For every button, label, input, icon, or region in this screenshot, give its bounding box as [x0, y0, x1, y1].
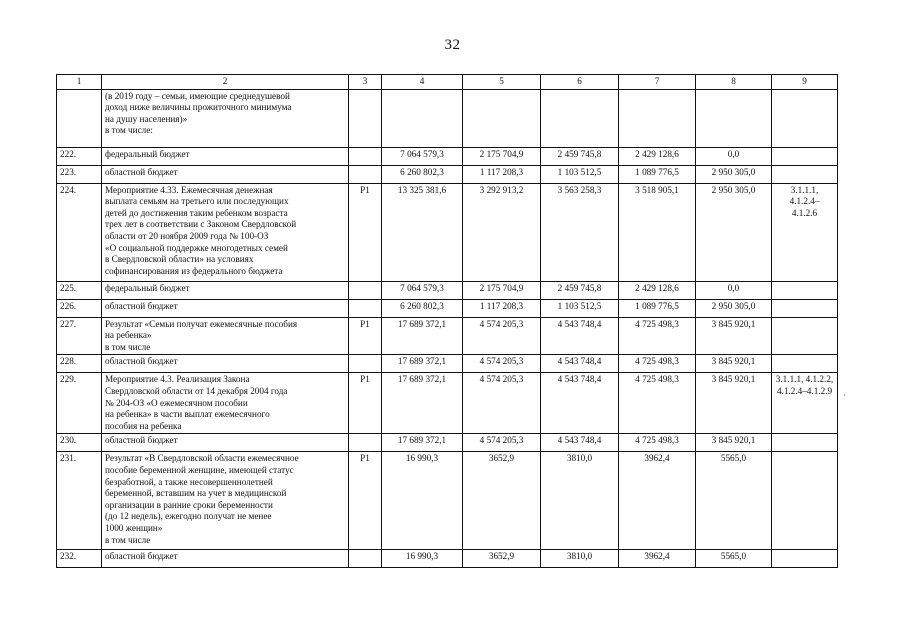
value-col-5: 4 574 205,3 — [463, 355, 541, 373]
row-name — [102, 550, 349, 568]
table-row — [57, 183, 838, 281]
row-reference-line: 4.1.2.6 — [791, 207, 818, 218]
value-col-8 — [696, 89, 772, 147]
value-col-5: 2 175 704,9 — [463, 147, 541, 165]
row-name — [102, 452, 349, 550]
value-col-4: 13 325 381,6 — [382, 183, 463, 281]
value-col-5: 2 175 704,9 — [463, 281, 541, 299]
row-name-line: (до 12 недель), ежегодно получат не менее — [105, 511, 272, 522]
value-col-7: 2 429 128,6 — [619, 281, 696, 299]
header-cell: 6 — [541, 75, 619, 90]
value-col-4: 6 260 802,3 — [382, 299, 463, 317]
value-col-6 — [541, 89, 619, 147]
row-code — [349, 299, 382, 317]
page-number: 32 — [444, 37, 461, 53]
value-col-5: 3652,9 — [463, 452, 541, 550]
value-col-7: 3962,4 — [619, 452, 696, 550]
row-name-line: пособие беременной женщине, имеющей статус — [105, 464, 294, 475]
row-name — [102, 183, 349, 281]
table-row — [57, 373, 838, 434]
row-name-line: областной бюджет — [105, 166, 178, 177]
row-reference — [772, 281, 838, 299]
value-col-4: 17 689 372,1 — [382, 434, 463, 452]
row-name-line: выплата семьям на третьего или последующих — [105, 196, 289, 207]
row-name-line: на ребенка» в части выплат ежемесячного — [105, 409, 270, 420]
header-cell: 3 — [349, 75, 382, 90]
row-number: 232. — [57, 550, 102, 568]
value-col-8: 2 950 305,0 — [696, 299, 772, 317]
row-name-line: Свердловской области от 14 декабря 2004 года — [105, 385, 288, 396]
header-cell: 7 — [619, 75, 696, 90]
row-code — [349, 355, 382, 373]
value-col-4: 7 064 579,3 — [382, 281, 463, 299]
row-reference — [772, 147, 838, 165]
row-name-line: на ребенка» — [105, 330, 152, 341]
value-col-8: 2 950 305,0 — [696, 165, 772, 183]
row-name-line: 1000 женщин» — [105, 522, 163, 533]
row-name — [102, 355, 349, 373]
row-code: Р1 — [349, 183, 382, 281]
row-name-line: софинансирования из федерального бюджета — [105, 265, 283, 276]
table-row — [57, 165, 838, 183]
row-name-line: Мероприятие 4.3. Реализация Закона — [105, 374, 250, 385]
value-col-8: 5565,0 — [696, 550, 772, 568]
row-reference — [772, 373, 838, 434]
row-name-line: доход ниже величины прожиточного минимума — [105, 102, 292, 113]
row-reference — [772, 299, 838, 317]
value-col-4: 17 689 372,1 — [382, 373, 463, 434]
header-cell: 5 — [463, 75, 541, 90]
table-row — [57, 147, 838, 165]
budget-table — [56, 74, 838, 568]
row-name-line: на душу населения)» — [105, 113, 188, 124]
header-cell: 4 — [382, 75, 463, 90]
value-col-6: 1 103 512,5 — [541, 165, 619, 183]
row-name-line: в том числе: — [105, 125, 153, 136]
value-col-6: 3810,0 — [541, 550, 619, 568]
value-col-4: 17 689 372,1 — [382, 355, 463, 373]
value-col-5: 1 117 208,3 — [463, 165, 541, 183]
row-code — [349, 165, 382, 183]
value-col-7: 1 089 776,5 — [619, 165, 696, 183]
value-col-5: 3 292 913,2 — [463, 183, 541, 281]
row-number: 224. — [57, 183, 102, 281]
header-cell: 2 — [102, 75, 349, 90]
row-reference — [772, 89, 838, 147]
value-col-4: 6 260 802,3 — [382, 165, 463, 183]
value-col-6: 2 459 745,8 — [541, 281, 619, 299]
table-row — [57, 452, 838, 550]
row-name — [102, 317, 349, 355]
row-name — [102, 434, 349, 452]
row-code — [349, 434, 382, 452]
row-number: 222. — [57, 147, 102, 165]
value-col-7 — [619, 89, 696, 147]
row-reference-line: 3.1.1.1, 4.1.2.4– — [789, 184, 820, 207]
row-name-line: безработной, а также несовершеннолетней — [105, 476, 273, 487]
value-col-6: 3810,0 — [541, 452, 619, 550]
value-col-4: 17 689 372,1 — [382, 317, 463, 355]
header-cell: 9 — [772, 75, 838, 90]
value-col-5: 4 574 205,3 — [463, 317, 541, 355]
value-col-7: 2 429 128,6 — [619, 147, 696, 165]
value-col-8: 3 845 920,1 — [696, 317, 772, 355]
row-name — [102, 281, 349, 299]
value-col-8: 3 845 920,1 — [696, 373, 772, 434]
row-name-line: в том числе — [105, 534, 151, 545]
row-name-line: беременной, вставшим на учет в медицинской — [105, 488, 287, 499]
value-col-7: 4 725 498,3 — [619, 317, 696, 355]
value-col-6: 4 543 748,4 — [541, 317, 619, 355]
row-reference — [772, 434, 838, 452]
table-row — [57, 434, 838, 452]
row-name-line: организации в ранние сроки беременности — [105, 499, 273, 510]
value-col-7: 3962,4 — [619, 550, 696, 568]
row-name — [102, 373, 349, 434]
value-col-6: 3 563 258,3 — [541, 183, 619, 281]
value-col-7: 4 725 498,3 — [619, 434, 696, 452]
value-col-5 — [463, 89, 541, 147]
row-reference — [772, 165, 838, 183]
row-name-line: федеральный бюджет — [105, 282, 190, 293]
header-cell: 8 — [696, 75, 772, 90]
row-reference — [772, 183, 838, 281]
value-col-5: 4 574 205,3 — [463, 434, 541, 452]
row-number: 230. — [57, 434, 102, 452]
row-name-line: областной бюджет — [105, 356, 178, 367]
row-number: 227. — [57, 317, 102, 355]
table-row — [57, 89, 838, 147]
row-code — [349, 89, 382, 147]
value-col-6: 2 459 745,8 — [541, 147, 619, 165]
value-col-5: 1 117 208,3 — [463, 299, 541, 317]
value-col-4: 7 064 579,3 — [382, 147, 463, 165]
value-col-6: 4 543 748,4 — [541, 355, 619, 373]
row-name-line: федеральный бюджет — [105, 148, 190, 159]
row-name-line: области от 20 ноября 2009 года № 100-ОЗ — [105, 230, 269, 241]
row-reference — [772, 452, 838, 550]
value-col-7: 3 518 905,1 — [619, 183, 696, 281]
value-col-4: 16 990,3 — [382, 550, 463, 568]
table-row — [57, 281, 838, 299]
row-name — [102, 89, 349, 147]
row-name-line: детей до достижения таким ребенком возраста — [105, 207, 288, 218]
value-col-8: 3 845 920,1 — [696, 355, 772, 373]
row-name-line: Результат «Семьи получат ежемесячные пособия — [105, 318, 298, 329]
row-name-line: Результат «В Свердловской области ежемесячное — [105, 453, 299, 464]
value-col-6: 4 543 748,4 — [541, 373, 619, 434]
value-col-7: 4 725 498,3 — [619, 355, 696, 373]
row-name-line: (в 2019 году – семьи, имеющие среднедушевой — [105, 90, 290, 101]
value-col-8: 0,0 — [696, 147, 772, 165]
row-code: Р1 — [349, 373, 382, 434]
row-name-line: в Свердловской области» на условиях — [105, 254, 254, 265]
value-col-7: 4 725 498,3 — [619, 373, 696, 434]
value-col-8: 0,0 — [696, 281, 772, 299]
header-cell: 1 — [57, 75, 102, 90]
row-reference — [772, 550, 838, 568]
row-number: 228. — [57, 355, 102, 373]
row-name-line: Мероприятие 4.33. Ежемесячная денежная — [105, 184, 273, 195]
row-code: Р1 — [349, 317, 382, 355]
row-name-line: областной бюджет — [105, 300, 178, 311]
value-col-6: 1 103 512,5 — [541, 299, 619, 317]
header-row — [57, 75, 838, 90]
row-reference — [772, 317, 838, 355]
row-name-line: № 204-ОЗ «О ежемесячном пособии — [105, 397, 248, 408]
row-reference — [772, 355, 838, 373]
value-col-6: 4 543 748,4 — [541, 434, 619, 452]
value-col-8: 5565,0 — [696, 452, 772, 550]
value-col-8: 2 950 305,0 — [696, 183, 772, 281]
row-name — [102, 299, 349, 317]
row-name — [102, 165, 349, 183]
value-col-7: 1 089 776,5 — [619, 299, 696, 317]
value-col-4 — [382, 89, 463, 147]
row-name-line: в том числе — [105, 341, 151, 352]
row-number: 229. — [57, 373, 102, 434]
table-row — [57, 299, 838, 317]
value-col-8: 3 845 920,1 — [696, 434, 772, 452]
row-number: 223. — [57, 165, 102, 183]
row-name — [102, 147, 349, 165]
value-col-4: 16 990,3 — [382, 452, 463, 550]
row-name-line: областной бюджет — [105, 435, 178, 446]
table-row — [57, 317, 838, 355]
row-name-line: пособия на ребенка — [105, 420, 182, 431]
row-number: 226. — [57, 299, 102, 317]
row-name-line: «О социальной поддержке многодетных семей — [105, 242, 288, 253]
row-number — [57, 89, 102, 147]
row-number: 225. — [57, 281, 102, 299]
value-col-5: 4 574 205,3 — [463, 373, 541, 434]
row-code — [349, 550, 382, 568]
row-code — [349, 147, 382, 165]
row-name-line: трех лет в соответствии с Законом Свердловской — [105, 219, 297, 230]
table-row — [57, 550, 838, 568]
margin-mark: ´ — [843, 393, 846, 403]
row-code — [349, 281, 382, 299]
table-row — [57, 355, 838, 373]
value-col-5: 3652,9 — [463, 550, 541, 568]
row-name-line: областной бюджет — [105, 551, 178, 562]
row-reference-line: 3.1.1.1, 4.1.2.2, — [775, 374, 834, 385]
row-reference-line: 4.1.2.4–4.1.2.9 — [776, 385, 833, 396]
row-number: 231. — [57, 452, 102, 550]
row-code: Р1 — [349, 452, 382, 550]
